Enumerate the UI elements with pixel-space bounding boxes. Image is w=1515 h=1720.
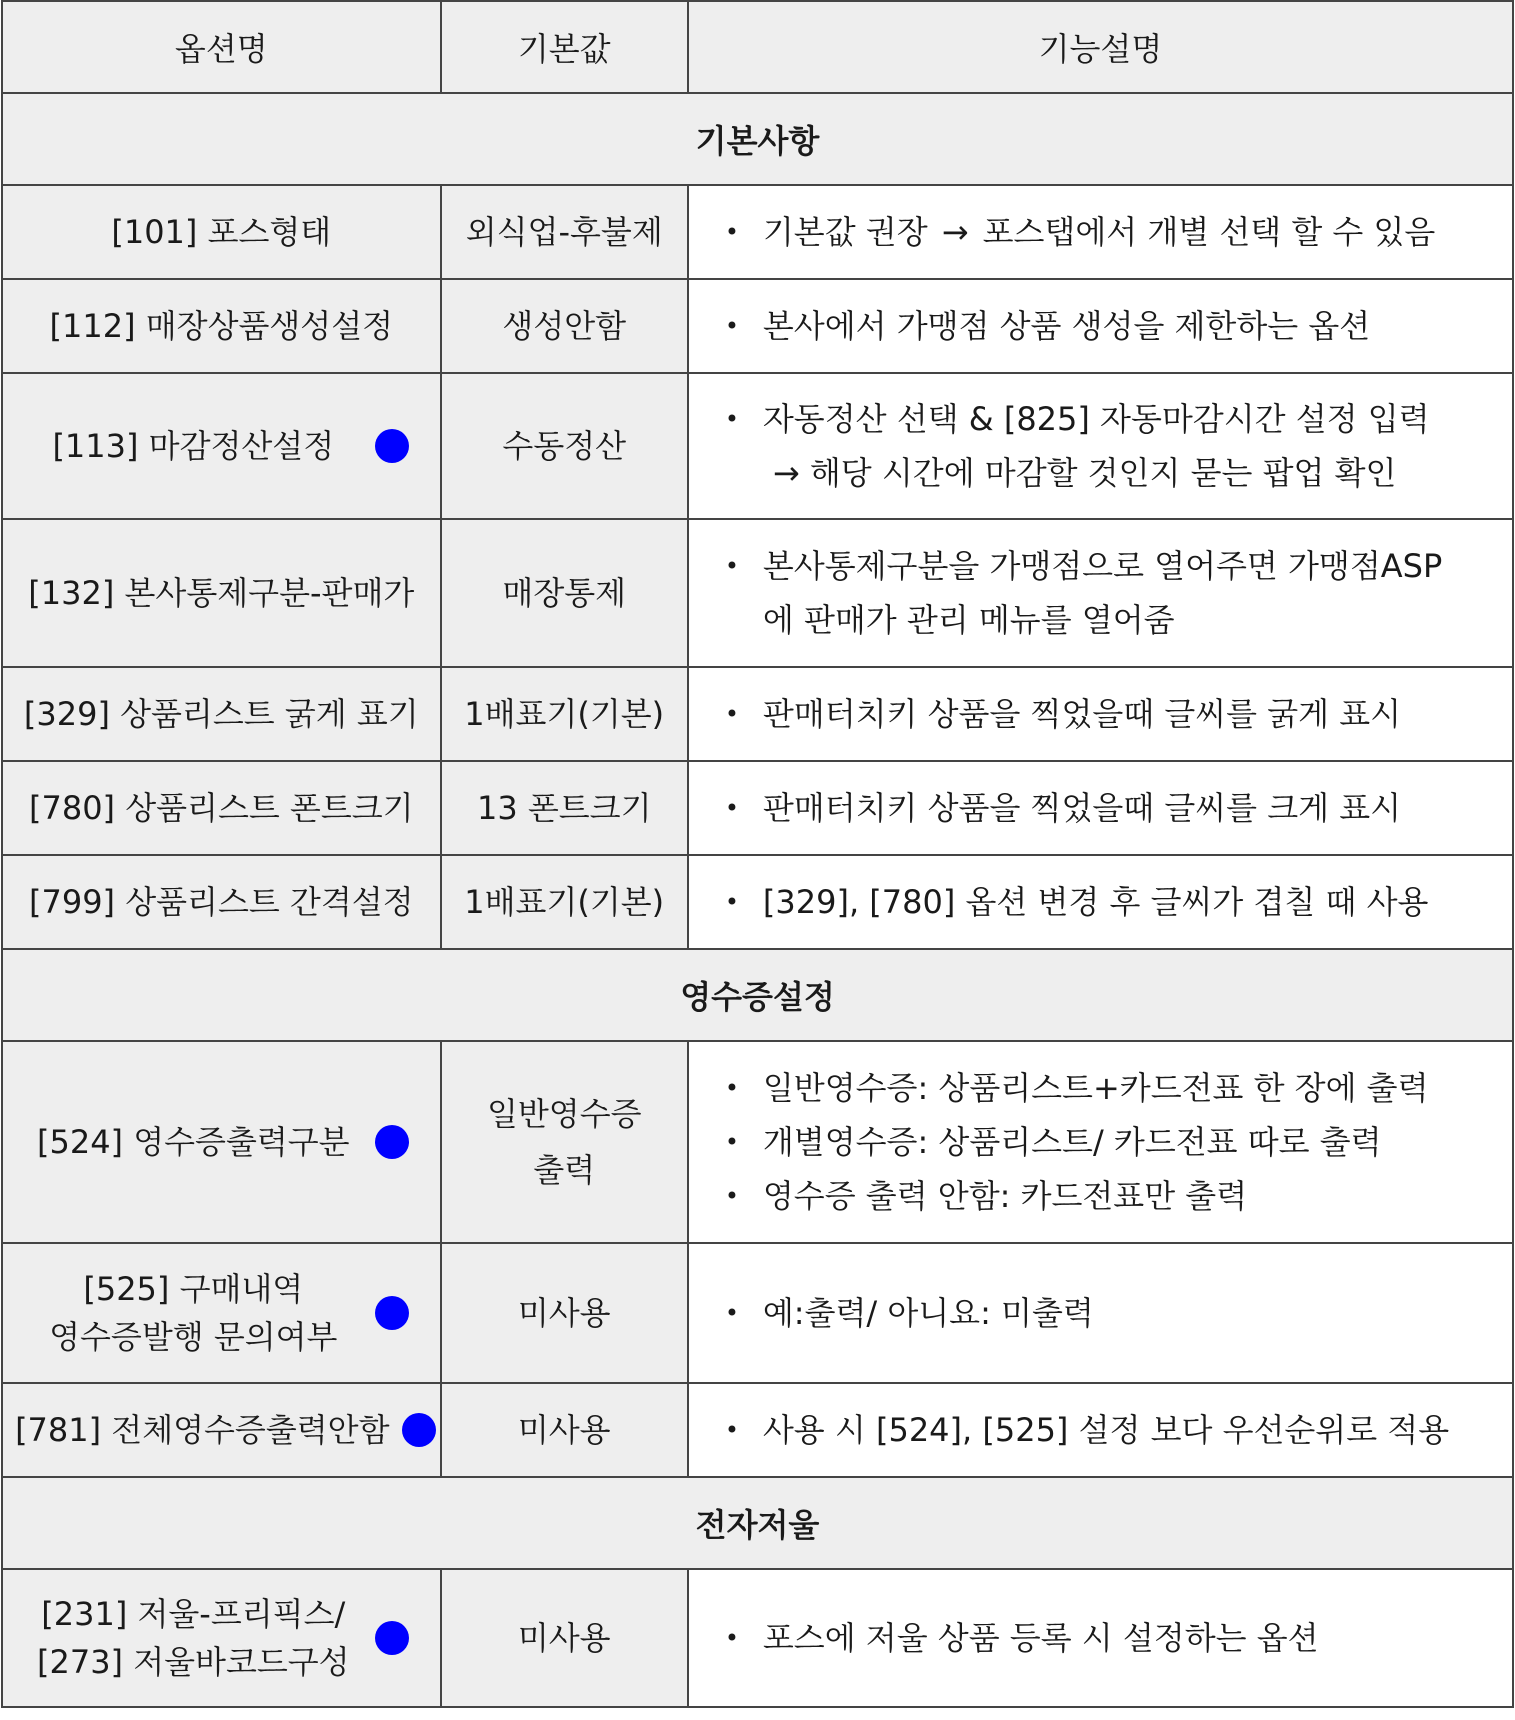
description-cell xyxy=(688,1243,1513,1383)
table-row xyxy=(2,1041,1513,1243)
description-item: • 일반영수증: 상품리스트+카드전표 한 장에 출력 xyxy=(725,1061,1502,1115)
option-name: [329] 상품리스트 굵게 표기 xyxy=(23,695,419,733)
description-cell xyxy=(688,373,1513,519)
default-value: 매장통제 xyxy=(441,519,688,667)
default-value: 생성안함 xyxy=(441,279,688,373)
default-value: 수동정산 xyxy=(441,373,688,519)
table-row xyxy=(2,519,1513,667)
default-value: 미사용 xyxy=(441,1243,688,1383)
description-item: • 판매터치키 상품을 찍었을때 글씨를 크게 표시 xyxy=(725,781,1502,835)
table-row xyxy=(2,1383,1513,1477)
table-row xyxy=(2,1569,1513,1707)
description-cell xyxy=(688,1569,1513,1707)
option-name-cell xyxy=(2,761,441,855)
blue-dot-marker-icon xyxy=(375,1125,409,1159)
default-value-cell: 일반영수증 출력 xyxy=(441,1041,688,1243)
description-cell xyxy=(688,855,1513,949)
table-row xyxy=(2,1243,1513,1383)
section-title-scale: 전자저울 xyxy=(2,1477,1513,1569)
description-item: • 포스에 저울 상품 등록 시 설정하는 옵션 xyxy=(725,1611,1502,1665)
description-cell xyxy=(688,519,1513,667)
option-name-cell xyxy=(2,1383,441,1477)
table-row xyxy=(2,667,1513,761)
description-item: • 기본값 권장 → 포스탭에서 개별 선택 할 수 있음 xyxy=(725,205,1502,259)
blue-dot-marker-icon xyxy=(402,1413,436,1447)
default-value: 미사용 xyxy=(441,1383,688,1477)
blue-dot-marker-icon xyxy=(375,1296,409,1330)
option-name-cell xyxy=(2,519,441,667)
table-header-row xyxy=(2,1,1513,93)
description-cell xyxy=(688,279,1513,373)
option-name-cell xyxy=(2,1243,441,1383)
option-name: [525] 구매내역 영수증발행 문의여부 xyxy=(49,1270,338,1356)
option-name: [780] 상품리스트 폰트크기 xyxy=(28,789,414,827)
section-row xyxy=(2,1477,1513,1569)
option-name: [231] 저울-프리픽스/ [273] 저울바코드구성 xyxy=(36,1595,350,1681)
description-cell xyxy=(688,185,1513,279)
table-row xyxy=(2,279,1513,373)
table-row xyxy=(2,855,1513,949)
description-item: • 자동정산 선택 & [825] 자동마감시간 설정 입력 → 해당 시간에 마감할 것인지 묻는 팝업 확인 xyxy=(725,392,1502,500)
description-item: • 영수증 출력 안함: 카드전표만 출력 xyxy=(725,1169,1502,1223)
option-name: [781] 전체영수증출력안함 xyxy=(15,1411,390,1449)
default-value: 1배표기(기본) xyxy=(441,667,688,761)
default-value: 외식업-후불제 xyxy=(441,185,688,279)
header-default-value: 기본값 xyxy=(441,1,688,93)
table-row xyxy=(2,761,1513,855)
option-name: [113] 마감정산설정 xyxy=(52,427,335,465)
option-name-cell xyxy=(2,667,441,761)
option-name-cell xyxy=(2,373,441,519)
option-name-cell xyxy=(2,855,441,949)
option-name: [112] 매장상품생성설정 xyxy=(49,307,394,345)
section-row xyxy=(2,949,1513,1041)
option-name-cell xyxy=(2,1569,441,1707)
description-item: • 예:출력/ 아니요: 미출력 xyxy=(725,1286,1502,1340)
option-name-cell xyxy=(2,279,441,373)
section-title-receipt: 영수증설정 xyxy=(2,949,1513,1041)
description-item: • [329], [780] 옵션 변경 후 글씨가 겹칠 때 사용 xyxy=(725,875,1502,929)
description-cell xyxy=(688,1041,1513,1243)
table-row xyxy=(2,185,1513,279)
description-item: • 본사에서 가맹점 상품 생성을 제한하는 옵션 xyxy=(725,299,1502,353)
option-name: [132] 본사통제구분-판매가 xyxy=(28,574,415,612)
default-value: 미사용 xyxy=(441,1569,688,1707)
options-table xyxy=(1,0,1514,1708)
description-item: • 본사통제구분을 가맹점으로 열어주면 가맹점ASP 에 판매가 관리 메뉴를 열어줌 xyxy=(725,539,1502,647)
blue-dot-marker-icon xyxy=(375,429,409,463)
option-name-cell xyxy=(2,185,441,279)
option-name: [101] 포스형태 xyxy=(111,213,332,251)
description-cell xyxy=(688,761,1513,855)
blue-dot-marker-icon xyxy=(375,1621,409,1655)
option-name-cell xyxy=(2,1041,441,1243)
header-description: 기능설명 xyxy=(688,1,1513,93)
default-value: 1배표기(기본) xyxy=(441,855,688,949)
table-row xyxy=(2,373,1513,519)
section-title-basic: 기본사항 xyxy=(2,93,1513,185)
section-row xyxy=(2,93,1513,185)
description-item: • 판매터치키 상품을 찍었을때 글씨를 굵게 표시 xyxy=(725,687,1502,741)
header-option-name: 옵션명 xyxy=(2,1,441,93)
description-cell xyxy=(688,1383,1513,1477)
default-value: 13 폰트크기 xyxy=(441,761,688,855)
option-name: [524] 영수증출력구분 xyxy=(36,1123,350,1161)
description-item: • 개별영수증: 상품리스트/ 카드전표 따로 출력 xyxy=(725,1115,1502,1169)
description-item: • 사용 시 [524], [525] 설정 보다 우선순위로 적용 xyxy=(725,1403,1502,1457)
description-cell xyxy=(688,667,1513,761)
arrow-right-icon: → xyxy=(941,213,969,251)
option-name: [799] 상품리스트 간격설정 xyxy=(28,883,414,921)
